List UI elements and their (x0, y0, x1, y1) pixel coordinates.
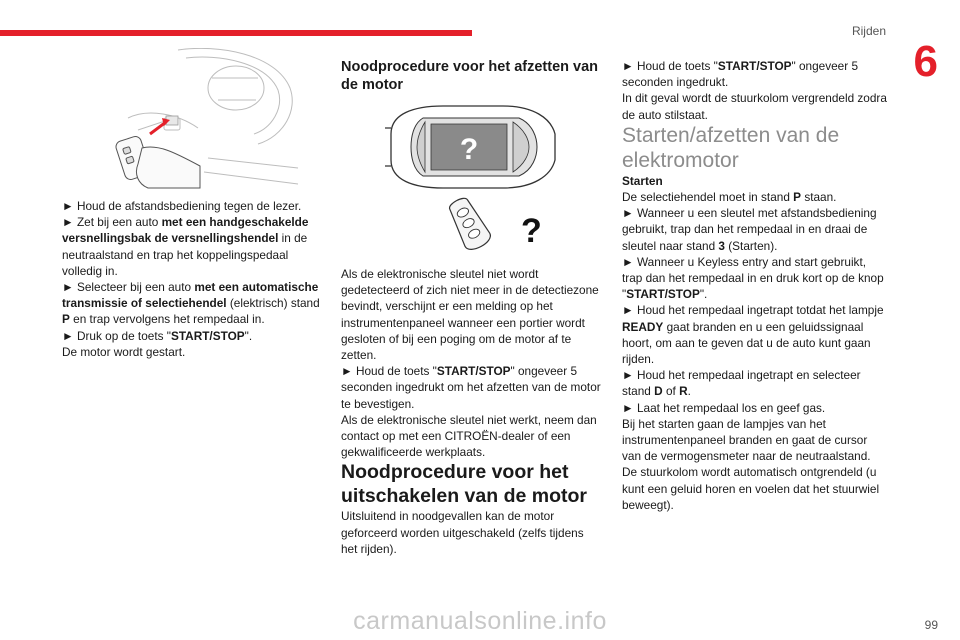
instruction-ready-lamp: ► Houd het rempedaal ingetrapt totdat het lampje READY gaat branden en u een geluidssignaal hoort, om aan te geven dat u de auto kunt gaan rijden. (622, 303, 884, 367)
paragraph-steering-lock: In dit geval wordt de stuurkolom vergrendeld zodra de auto stilstaat. (622, 91, 887, 122)
engine-started-text: De motor wordt gestart. (62, 344, 186, 359)
paragraph-steering-unlock: De stuurkolom wordt automatisch ontgrendeld (u kunt een geluid horen en voelen dat het stuurwiel beweegt). (622, 465, 880, 512)
instruction-automatic: ► Selecteer bij een auto met een automatische transmissie of selectiehendel (elektrisch) stand P en trap vervolgens het rempedaal in. (62, 280, 320, 327)
instruction-remote-key: ► Wanneer u een sleutel met afstandsbediening gebruikt, trap dan het rempedaal in en draai de sleutel naar stand 3 (Starten). (622, 206, 877, 253)
instruction-keyless: ► Wanneer u Keyless entry and start gebruikt, trap dan het rempedaal in en druk kort op de knop "START/STOP". (622, 254, 884, 302)
subheading-starten: Starten (622, 173, 663, 188)
instruction-manual-gearbox: ► Zet bij een auto met een handgeschakelde versnellingsbak de versnellingshendel in de neutraalstand en trap het koppelingspedaal volledig in. (62, 215, 309, 278)
instruction-select-d-r: ► Houd het rempedaal ingetrapt en selecteer stand D of R. (622, 368, 861, 399)
instruction-hold-start-stop: ► Houd de toets "START/STOP" ongeveer 5 seconden ingedrukt om het afzetten van de motor te bevestigen. (341, 364, 601, 411)
paragraph-key-not-detected: Als de elektronische sleutel niet wordt gedetecteerd of zich niet meer in de detectiezone bevindt, verschijnt er een melding op het instrumentenpaneel wanneer een portier wordt gesloten of bij een poging om de motor af te zetten. (341, 267, 599, 363)
instruction-hold-5-seconds: ► Houd de toets "START/STOP" ongeveer 5 seconden ingedrukt. (622, 59, 859, 90)
instruction-release-brake: ► Laat het rempedaal los en geef gas. (622, 400, 826, 415)
key-question-mark: ? (521, 212, 542, 250)
paragraph-selector-p: De selectiehendel moet in stand P staan. (622, 190, 837, 205)
car-key-question-illustration (341, 96, 603, 258)
header-red-bar (0, 30, 472, 36)
column-1 (62, 198, 320, 360)
column-3 (622, 58, 888, 513)
heading-noodprocedure-afzetten: Noodprocedure voor het afzetten van de motor (341, 59, 599, 93)
heading-elektromotor: Starten/afzetten van de elektromotor (622, 123, 840, 172)
watermark: carmanualsonline.info (353, 607, 607, 635)
paragraph-contact-dealer: Als de elektronische sleutel niet werkt, neem dan contact op met een CITROËN-dealer of een gekwalificeerde werkplaats. (341, 412, 597, 460)
section-title: Rijden (851, 24, 886, 38)
instruction-hold-remote: ► Houd de afstandsbediening tegen de lezer. (62, 199, 302, 213)
key-reader-illustration (108, 48, 304, 194)
page-number: 99 (924, 618, 938, 632)
paragraph-emergency-only: Uitsluitend in noodgevallen kan de motor geforceerd worden uitgeschakeld (zelfs tijdens het rijden). (341, 509, 584, 556)
car-question-mark: ? (459, 133, 479, 166)
column-2 (341, 58, 603, 557)
paragraph-lamps-light: Bij het starten gaan de lampjes van het instrumentenpaneel branden en gaat de cursor van de vermogensmeter naar de neutraalstand. (622, 416, 871, 464)
chapter-number: 6 (913, 37, 938, 86)
heading-noodprocedure-uitschakelen: Noodprocedure voor het uitschakelen van de motor (341, 461, 587, 508)
instruction-press-start: ► Druk op de toets "START/STOP". (62, 328, 253, 343)
